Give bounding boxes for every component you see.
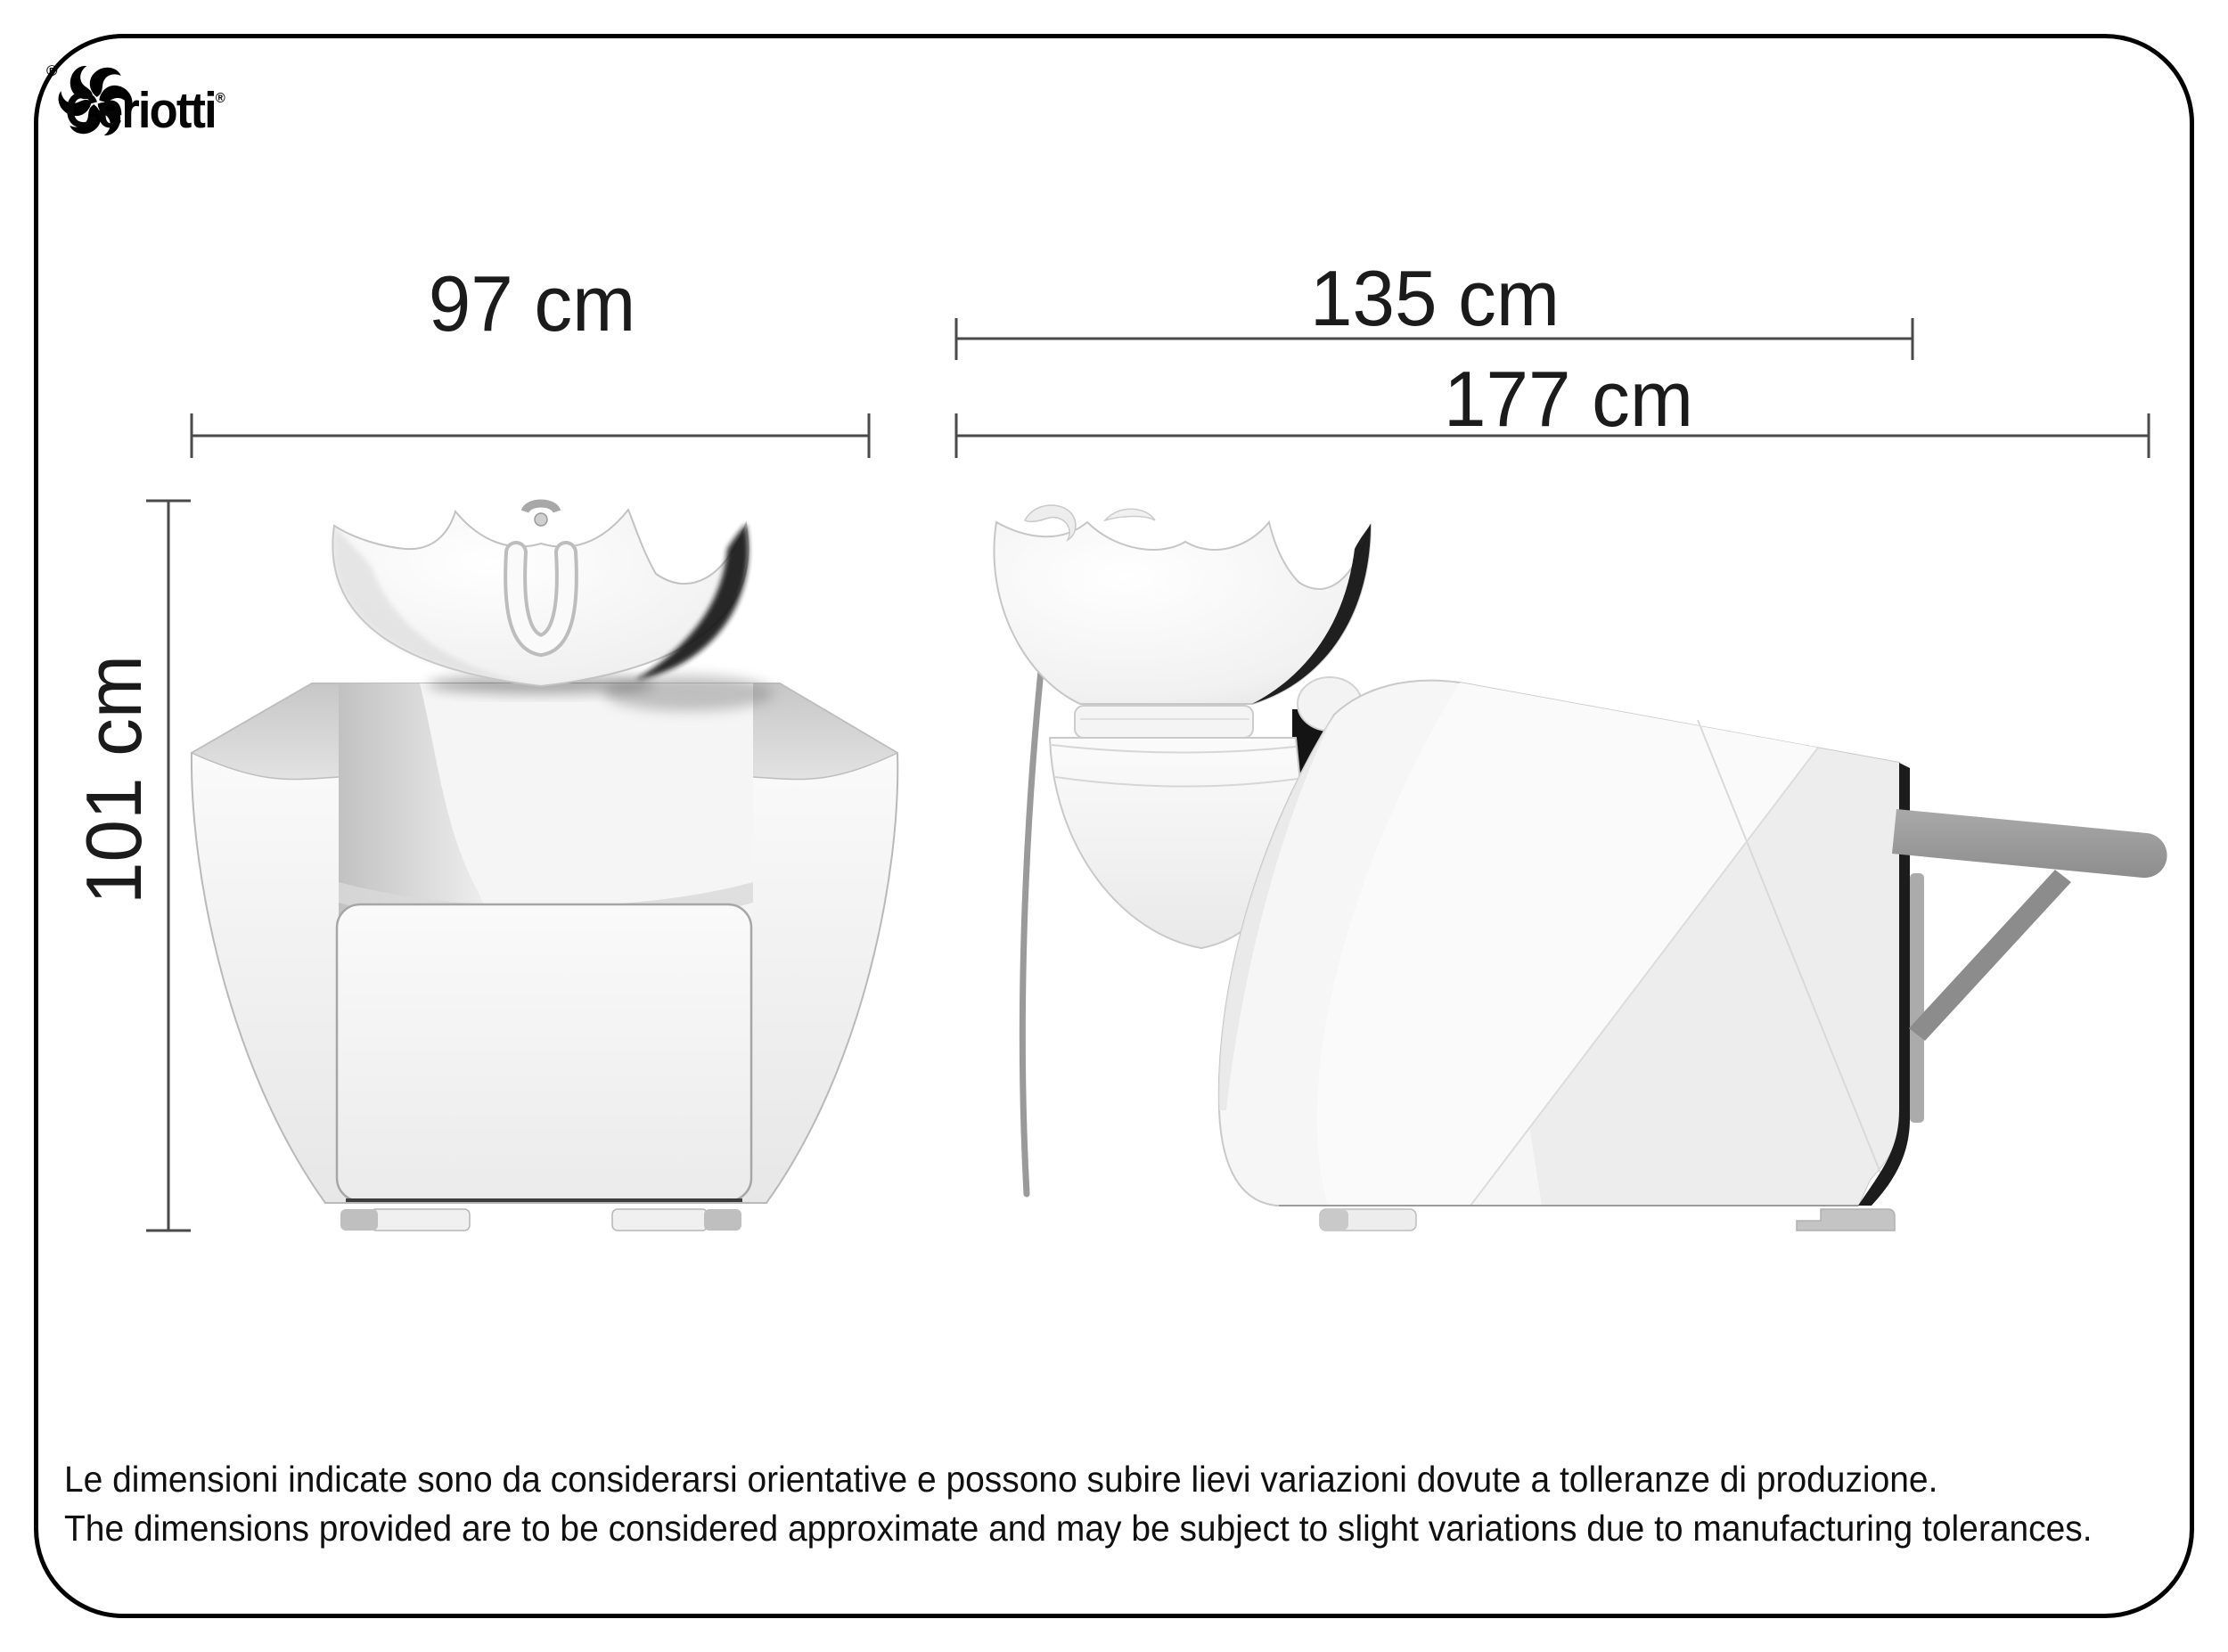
cabinet-body-side bbox=[1219, 681, 1910, 1206]
brand-wordmark: Ceriotti® bbox=[64, 82, 225, 139]
dim-label-101cm: 101 cm bbox=[70, 655, 158, 904]
dimension-line-135 bbox=[956, 318, 1913, 360]
front-feet bbox=[340, 1209, 741, 1231]
disclaimer bbox=[64, 1455, 2199, 1553]
side-feet bbox=[1320, 1209, 1895, 1231]
drain-hose bbox=[1022, 636, 1044, 1194]
footrest-mount bbox=[1910, 873, 1924, 1123]
seat-front-panel bbox=[337, 904, 751, 1201]
foot-rear bbox=[1797, 1209, 1895, 1231]
cabinet-body-front bbox=[192, 675, 897, 1203]
disclaimer-line-it: Le dimensioni indicate sono da considerarsi orientative e possono subire lievi variazioni dovute a tolleranze di produzione. bbox=[64, 1459, 1938, 1500]
basin-bowl-side bbox=[994, 522, 1371, 704]
foot-left-cap bbox=[340, 1209, 378, 1231]
dim-label-97cm: 97 cm bbox=[428, 259, 636, 348]
foot-right bbox=[612, 1209, 708, 1231]
disclaimer-line-en: The dimensions provided are to be considered approximate and may be subject to slight variations due to manufacturing tolerances. bbox=[64, 1508, 2093, 1549]
icon-registered-mark: ® bbox=[46, 62, 58, 79]
dimension-line-97 bbox=[192, 413, 869, 458]
front-view-drawing bbox=[190, 497, 903, 1237]
faucet bbox=[525, 503, 557, 511]
washbasin-front bbox=[332, 503, 748, 694]
basin-collar bbox=[1075, 706, 1253, 738]
wordmark-registered-mark: ® bbox=[215, 91, 225, 106]
dim-label-135cm: 135 cm bbox=[1310, 254, 1560, 342]
dim-label-177cm: 177 cm bbox=[1444, 355, 1693, 443]
foot-right-cap bbox=[704, 1209, 741, 1231]
dimension-line-177 bbox=[956, 413, 2149, 458]
footrest-strut bbox=[1909, 870, 2071, 1041]
side-view-drawing bbox=[971, 495, 2201, 1235]
foot-left bbox=[371, 1209, 470, 1231]
dimension-line-101 bbox=[146, 501, 191, 1231]
footrest-bar bbox=[1892, 809, 2167, 878]
